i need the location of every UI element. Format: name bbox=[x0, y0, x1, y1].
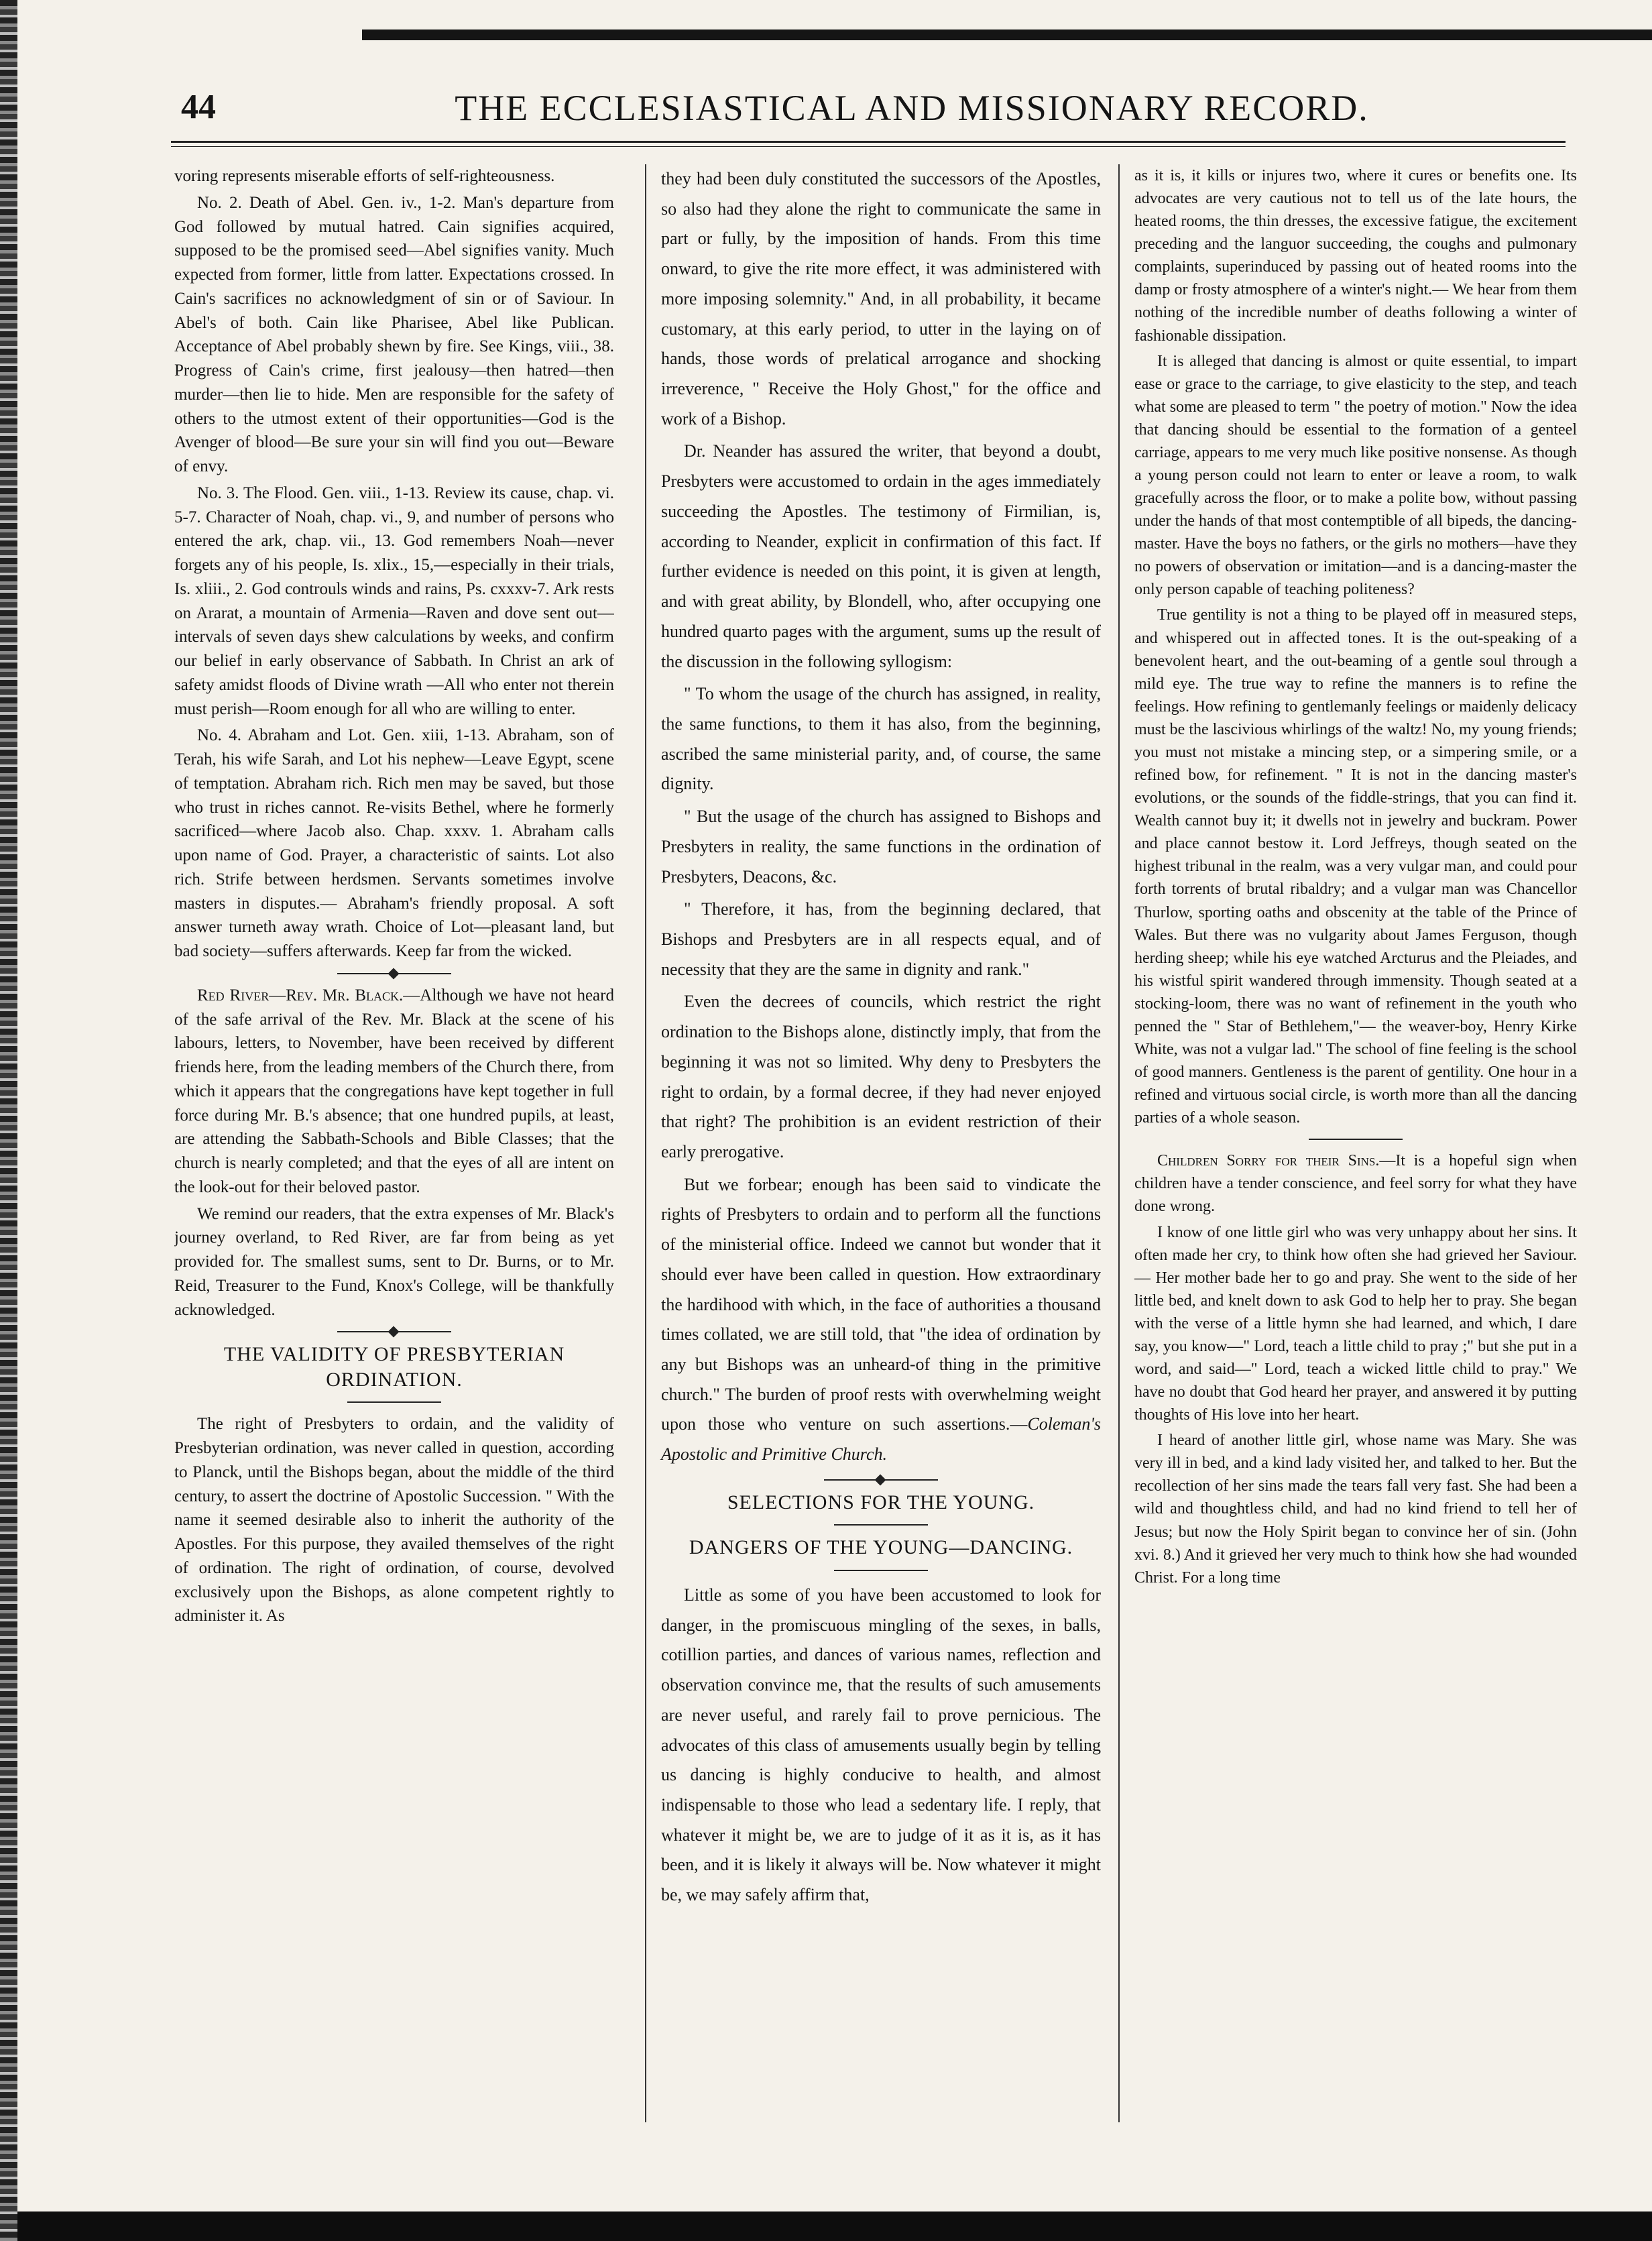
paragraph: The right of Presbyters to ordain, and the validity of Presbyterian ordination, was never called in question, according to Planck, until the Bishops began, about the middle of the third century, to assert the doctrine of Apostolic Succession. " With the name it seemed desirable also to inherit the authority of the Apostles. For this purpose, they availed themselves of the right of ordination. The right of ordination, of course, devolved exclusively upon the Bishops, as alone competent rightly to administer it. As bbox=[174, 1415, 614, 1625]
paragraph: they had been duly constituted the successors of the Apostles, so also had they alone the right to communicate the same in part or fully, by the imposition of hands. From this time onward, to give the rite more effect, it was administered with more imposing solemnity." And, in all probability, it became customary, at this early period, to utter in the laying on of hands, those words of prelatical arrogance and shocking irreverence, " Receive the Holy Ghost," for the office and work of a Bishop. bbox=[661, 169, 1101, 428]
heading-rule bbox=[834, 1524, 928, 1526]
section-heading: SELECTIONS FOR THE YOUNG. bbox=[727, 1491, 1035, 1513]
paragraph: Little as some of you have been accustomed to look for danger, in the promiscuous mingling of the sexes, in balls, cotillion parties, and dances of various names, reflection and observation convince me, that the results of such amusements are never useful, and rarely fail to prove pernicious. The advocates of this class of amusements usually begin by telling us dancing is highly conducive to health, and almost indispensable to those who lead a sedentary life. I reply, that whatever it might be, we are to judge of it as it is, as it has been, and it is likely it always will be. Now whatever it might be, we may safely affirm that, bbox=[661, 1585, 1101, 1905]
column-middle bbox=[645, 164, 1101, 2122]
running-title: THE ECCLESIASTICAL AND MISSIONARY RECORD. bbox=[455, 88, 1369, 128]
run-in-heading: Red River—Rev. Mr. Black. bbox=[197, 986, 404, 1004]
section-separator bbox=[1309, 1139, 1403, 1140]
paragraph: No. 3. The Flood. Gen. viii., 1-13. Review its cause, chap. vi. 5-7. Character of Noah, chap. vi., 9, and number of persons who entered the ark, chap. vii., 13. God remembers Noah—never forgets any of his people, Is. xlix., 15,—especially in their trials, Is. xliii., 2. God controuls winds and rains, Ps. cxxxv-7. Ark rests on Ararat, a mountain of Armenia—Raven and dove sent out—intervals of seven days shew calculations by weeks, and confirm our belief in early observance of Sabbath. In Christ an ark of safety amidst floods of Divine wrath —All who enter not therein must perish—Room enough for all who are willing to enter. bbox=[174, 483, 614, 718]
run-in-heading: Children Sorry for their Sins. bbox=[1157, 1152, 1380, 1170]
heading-rule bbox=[347, 1401, 441, 1403]
column-left bbox=[174, 164, 614, 2122]
news-paragraph bbox=[1134, 1149, 1577, 1218]
heading-rule bbox=[834, 1570, 928, 1571]
paragraph: We remind our readers, that the extra expenses of Mr. Black's journey overland, to Red River, are far from being as yet provided for. The smallest sums, sent to Dr. Burns, or to Mr. Reid, Treasurer to the Fund, Knox's College, will be thankfully acknowledged. bbox=[174, 1204, 614, 1319]
paragraph: No. 4. Abraham and Lot. Gen. xiii, 1-13. Abraham, son of Terah, his wife Sarah, and Lot his nephew—Leave Egypt, scene of temptation. Abraham rich. Rich men may be saved, but those who trust in riches cannot. Re-visits Bethel, where he formerly sacrificed—where Jacob also. Chap. xxxv. 1. Abraham calls upon name of God. Prayer, a characteristic of saints. Lot also rich. Strife between herdsmen. Servants sometimes involve masters in disputes.— Abraham's friendly proposal. A soft answer turneth away wrath. Choice of Lot—pleasant land, but bad society—suffers afterwards. Keep far from the wicked. bbox=[174, 726, 614, 960]
paragraph: " To whom the usage of the church has assigned, in reality, the same functions, to them it has also, from the beginning, ascribed the same ministerial parity, and, of course, the same dignity. bbox=[661, 684, 1101, 794]
column-right bbox=[1118, 164, 1577, 2122]
article-heading: DANGERS OF THE YOUNG—DANCING. bbox=[689, 1536, 1073, 1559]
paragraph: as it is, it kills or injures two, where it cures or benefits one. Its advocates are very cautious not to tell us of the late hours, the heated rooms, the thin dresses, the excessive fatigue, the excitement preceding and the languor succeeding, the coughs and pulmonary complaints, superinduced by passing out of heated rooms into the damp or frosty atmosphere of a winter's night.— We hear from them nothing of the incredible number of deaths following a winter of fashionable dissipation. bbox=[1134, 167, 1577, 345]
paragraph: I heard of another little girl, whose name was Mary. She was very ill in bed, and a kind lady visited her, and talked to her. But the recollection of her sins made the tears fall very fast. She had been a wild and thoughtless child, and had no kind friend to tell her of Jesus; but now the Holy Spirit began to convince her of sin. (John xvi. 8.) And it grieved her very much to think how she had wounded Christ. For a long time bbox=[1134, 1432, 1577, 1587]
section-separator bbox=[824, 1479, 938, 1481]
header-rule-thin bbox=[171, 146, 1566, 147]
paragraph: " Therefore, it has, from the beginning declared, that Bishops and Presbyters are in all respects equal, and of necessity that they are the same in dignity and rank." bbox=[661, 899, 1101, 979]
section-separator bbox=[337, 1331, 451, 1332]
header-rule bbox=[171, 141, 1566, 143]
article-heading: THE VALIDITY OF PRESBYTERIAN ORDINATION. bbox=[223, 1343, 565, 1391]
attribution: Coleman's Apostolic and Primitive Church. bbox=[661, 1414, 1101, 1464]
news-paragraph bbox=[174, 984, 614, 1200]
paragraph-text: But we forbear; enough has been said to vindicate the rights of Presbyters to ordain and to perform all the functions of the ministerial office. Indeed we cannot but wonder that it should ever have been called in question. How extraordinary the hardihood with which, in the face of authorities a thousand times collated, we are still told, that "the idea of ordination by any but Bishops was an unheard-of thing in the primitive church." The burden of proof rests with overwhelming weight upon those who venture on such assertions.— bbox=[661, 1174, 1101, 1434]
paragraph: " But the usage of the church has assigned to Bishops and Presbyters in reality, the same functions in the ordination of Presbyters, Deacons, &c. bbox=[661, 807, 1101, 886]
paragraph-text: —Although we have not heard of the safe arrival of the Rev. Mr. Black at the scene of his labours, letters, to November, have been received by different friends here, from the leading members of the Church there, from which it appears that the congregations have kept together in full force during Mr. B.'s absence; that one hundred pupils, at least, are attending the Sabbath-Schools and Bible Classes; that the church is nearly completed; and that the eyes of all are intent on the look-out for their beloved pastor. bbox=[174, 986, 614, 1196]
page-binding-edge bbox=[0, 0, 17, 2241]
paragraph: Dr. Neander has assured the writer, that beyond a doubt, Presbyters were accustomed to ordain in the ages immediately succeeding the Apostles. The testimony of Firmilian, is, according to Neander, explicit in confirmation of this fact. If further evidence is needed on this point, it is given at length, and with great ability, by Blondell, who, after occupying one hundred quarto pages with the argument, sums up the result of the discussion in the following syllogism: bbox=[661, 441, 1101, 671]
paragraph: Even the decrees of councils, which restrict the right ordination to the Bishops alone, distinctly imply, that from the beginning it was not so limited. Why deny to Presbyters the right to ordain, by a formal decree, if they had never enjoyed that right? The prohibition is an evident restriction of their early prerogative. bbox=[661, 992, 1101, 1161]
paragraph: True gentility is not a thing to be played off in measured steps, and whispered out in affected tones. It is the out-speaking of a benevolent heart, and the out-beaming of a gentle soul through a mild eye. The true way to refine the manners is to refine the feelings. How refining to gentlemanly feelings or maidenly delicacy must be the lascivious whirlings of the waltz! No, my young friends; you must not mistake a mincing step, or a simpering smile, or a refined bow, for refinement. " It is not in the dancing master's evolutions, or the sounds of the fiddle-strings, that you can find it. Wealth cannot buy it; it dwells not in jewelry and buckram. Power and place cannot bestow it. Lord Jeffreys, though seated on the highest tribunal in the realm, was a very vulgar man, and could pour forth torrents of brutal ribaldry; and a vulgar man was Chancellor Thurlow, sporting oaths and obscenity at the table of the Prince of Wales. But there was no vulgarity about James Ferguson, though herding sheep; while his eye watched Arcturus and the Pleiades, and his wistful spirit wandered through immensity. Though seated at a stocking-loom, there was no want of refinement in the youth who penned the " Star of Bethlehem,"— the weaver-boy, Henry Kirke White, was not a vulgar lad." The school of fine feeling is the school of good manners. Gentleness is the parent of gentility. One hour in a refined and virtuous social circle, is worth more than all the dancing parties of a whole season. bbox=[1134, 606, 1577, 1127]
paragraph-text: —It is a hopeful sign when children have a tender conscience, and feel sorry for what they have done wrong. bbox=[1134, 1152, 1577, 1216]
section-separator bbox=[337, 973, 451, 974]
paragraph: I know of one little girl who was very unhappy about her sins. It often made her cry, to think how often she had grieved her Saviour.— Her mother bade her to go and pray. She went to the side of her little bed, and knelt down to ask God to help her to pray. She began with the verse of a little hymn she had learned, and which, I dare say, you know—" Lord, teach a little child to pray ;" but she put in a word, and said—" Lord, teach a wicked little child to pray." We have no doubt that God heard her prayer, and answered it by putting thoughts of His love into her heart. bbox=[1134, 1223, 1577, 1424]
page-header bbox=[181, 87, 1562, 134]
paragraph: It is alleged that dancing is almost or quite essential, to impart ease or grace to the carriage, to give elasticity to the step, and teach what some are pleased to term " the poetry of motion." Now the idea that dancing should be essential to the formation of a genteel carriage, appears to me very much like positive nonsense. As though a young person could not learn to enter or leave a room, to walk gracefully across the floor, or to make a polite bow, without passing under the hands of that most contemptible of all bipeds, the dancing-master. Have the boys no fathers, or the girls no mothers—have they no powers of observation or imitation—and is a dancing-master the only person capable of teaching politeness? bbox=[1134, 352, 1577, 599]
top-rule bbox=[362, 30, 1652, 40]
bottom-border bbox=[17, 2211, 1652, 2241]
paragraph: No. 2. Death of Abel. Gen. iv., 1-2. Man's departure from God followed by mutual hatred. Cain signifies acquired, supposed to be the promised seed—Abel signifies vanity. Much expected from former, little from latter. Expectations crossed. In Cain's sacrifices no acknowledgment of sin or of Saviour. In Abel's of both. Cain like Pharisee, Abel like Publican. Acceptance of Abel probably shewn by fire. See Kings, viii., 38. Progress of Cain's crime, first jealousy—then hatred—then murder—then lie to hide. Men are responsible for the safety of others to the utmost extent of their opportunities—God is the Avenger of blood—Be sure your sin will find you out—Beware of envy. bbox=[174, 193, 614, 475]
paragraph bbox=[661, 1170, 1101, 1470]
page-number: 44 bbox=[181, 88, 216, 126]
paragraph: voring represents miserable efforts of self-righteousness. bbox=[174, 167, 555, 185]
